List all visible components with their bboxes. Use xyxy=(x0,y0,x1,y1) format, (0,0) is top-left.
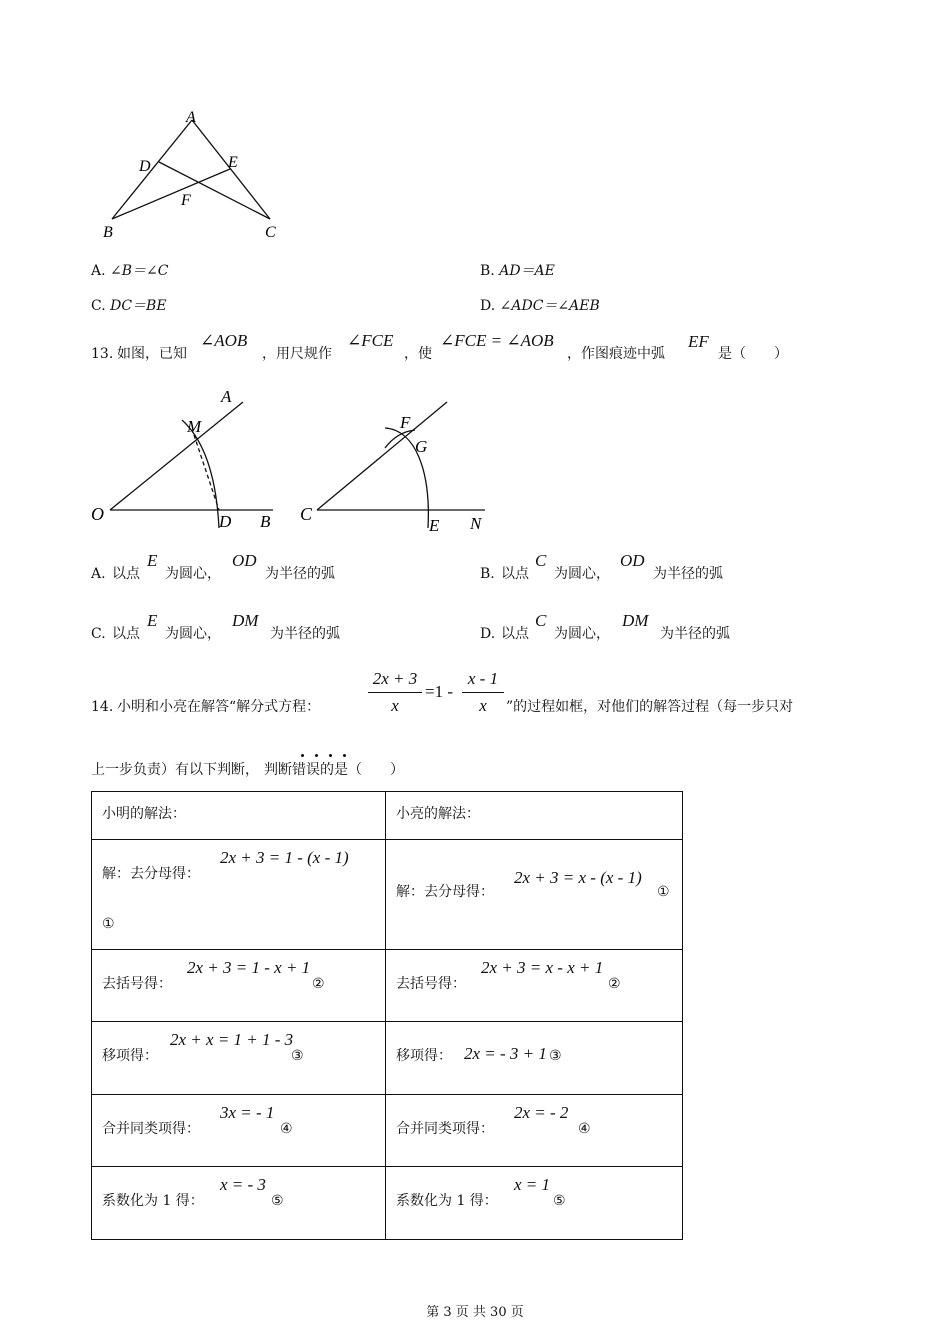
q12-option-c: C. DC＝BE xyxy=(91,298,167,314)
table-header-row: 小明的解法： 小亮的解法： xyxy=(92,792,683,840)
q12-option-d: D. ∠ADC＝∠AEB xyxy=(480,298,600,314)
table-row: 解：去分母得： 2x + 3 = 1 - (x - 1) ① 解：去分母得： 2x + 3 = x - (x - 1) ① xyxy=(92,840,683,950)
q13-construction-figure xyxy=(85,380,505,540)
table-row: 系数化为 1 得： x = - 3 ⑤ 系数化为 1 得： x = 1 ⑤ xyxy=(92,1167,683,1240)
label-C: C xyxy=(265,224,276,241)
label-M: M xyxy=(187,417,202,436)
page-footer: 第 3 页 共 30 页 xyxy=(426,1305,524,1320)
label-E2: E xyxy=(429,516,440,535)
label-G: G xyxy=(415,437,428,456)
table-row: 合并同类项得： 3x = - 1 ④ 合并同类项得： 2x = - 2 ④ xyxy=(92,1095,683,1167)
label-A: A xyxy=(186,109,196,126)
label-B: B xyxy=(103,224,113,241)
q12-triangle-figure xyxy=(95,100,295,245)
emphasis-wrong-judgment: 判断错误 xyxy=(264,762,320,778)
label-D2: D xyxy=(219,512,232,531)
label-B2: B xyxy=(260,512,271,531)
table-row: 去括号得： 2x + 3 = 1 - x + 1 ② 去括号得： 2x + 3 = x - x + 1 ② xyxy=(92,950,683,1022)
label-O: O xyxy=(91,504,104,524)
label-E: E xyxy=(228,154,238,171)
label-N: N xyxy=(470,514,482,533)
label-F: F xyxy=(181,192,191,209)
fraction-1: 2x + 3 x xyxy=(368,668,422,717)
label-C2: C xyxy=(300,504,313,524)
fraction-2: x - 1 x xyxy=(462,668,504,717)
label-F2: F xyxy=(400,413,411,432)
q12-option-a: A. ∠B＝∠C xyxy=(91,263,169,279)
solution-table xyxy=(91,791,683,1240)
label-D: D xyxy=(139,158,151,175)
q12-option-b: B. AD＝AE xyxy=(480,263,555,279)
table-row: 移项得： 2x + x = 1 + 1 - 3 ③ 移项得： 2x = - 3 + 1 ③ xyxy=(92,1022,683,1095)
label-A2: A xyxy=(221,387,232,406)
